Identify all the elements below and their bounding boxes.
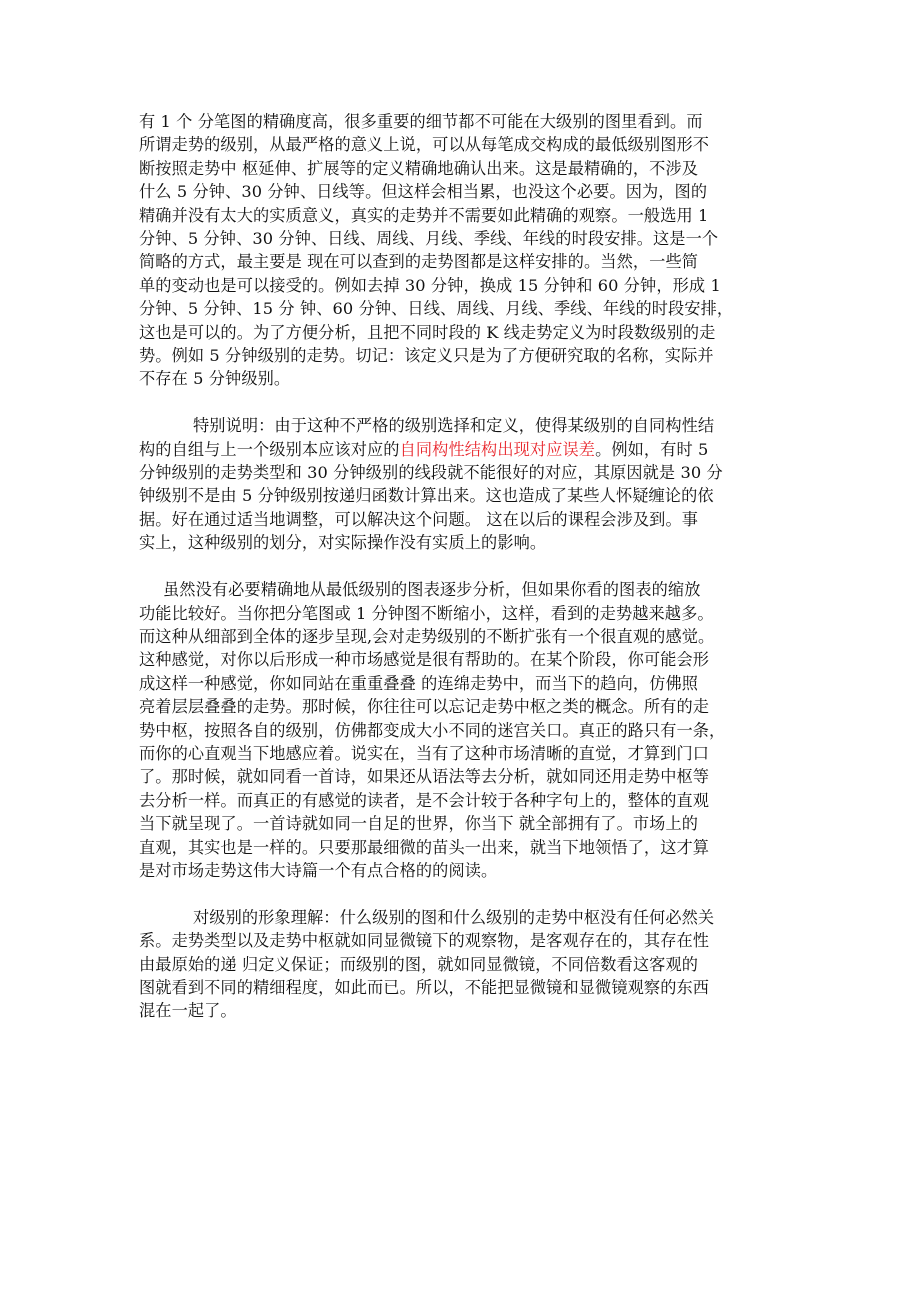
text-line: 这也是可以的。为了方便分析，且把不同时段的 K 线走势定义为时段数级别的走	[139, 322, 716, 342]
text-segment: 构的自组与上一个级别本应该对应的	[139, 439, 400, 459]
text-line: 钟级别不是由 5 分钟级别按递归函数计算出来。这也造成了某些人怀疑缠论的依	[139, 486, 714, 506]
text-segment: 。例如，有时 5	[595, 439, 709, 459]
paragraph-gap	[139, 555, 787, 578]
text-line: 由最原始的递 归定义保证；而级别的图，就如同显微镜，不同倍数看这客观的	[139, 954, 699, 974]
paragraph-4	[139, 906, 787, 1023]
text-line	[139, 438, 787, 461]
text-line: 混在一起了。	[139, 1001, 237, 1021]
paragraph-gap	[139, 391, 787, 414]
text-line: 精确并没有太大的实质意义，真实的走势并不需要如此精确的观察。一般选用 1	[139, 205, 709, 225]
text-line: 亮着层层叠叠的走势。那时候，你往往可以忘记走势中枢之类的概念。所有的走	[139, 697, 710, 717]
text-line: 当下就呈现了。一首诗就如同一自足的世界，你当下 就全部拥有了。市场上的	[139, 814, 699, 834]
text-line: 有 1 个 分笔图的精确度高，很多重要的细节都不可能在大级别的图里看到。而	[139, 112, 703, 131]
text-line: 了。那时候，就如同看一首诗，如果还从语法等去分析，就如同还用走势中枢等	[139, 767, 710, 787]
text-line: 不存在 5 分钟级别。	[139, 369, 291, 389]
paragraph-gap	[139, 882, 787, 905]
text-line: 单的变动也是可以接受的。例如去掉 30 分钟，换成 15 分钟和 60 分钟，形成 1	[139, 275, 721, 295]
text-line: 系。走势类型以及走势中枢就如同显微镜下的观察物，是客观存在的，其存在性	[139, 931, 710, 951]
text-line: 据。好在通过适当地调整，可以解决这个问题。 这在以后的课程会涉及到。事	[139, 509, 699, 529]
text-line: 图就看到不同的精细程度，如此而已。所以，不能把显微镜和显微镜观察的东西	[139, 977, 710, 997]
text-line: 特别说明：由于这种不严格的级别选择和定义，使得某级别的自同构性结	[193, 416, 715, 436]
text-line: 成这样一种感觉，你如同站在重重叠叠 的连绵走势中，而当下的趋向，仿佛照	[139, 673, 699, 693]
document-page	[139, 110, 787, 1023]
paragraph-2	[139, 414, 787, 554]
text-line: 而这种从细部到全体的逐步呈现,会对走势级别的不断扩张有一个很直观的感觉。	[139, 626, 715, 646]
highlighted-text: 自同构性结构出现对应误差	[399, 439, 596, 459]
text-line: 虽然没有必要精确地从最低级别的图表逐步分析，但如果你看的图表的缩放	[163, 580, 701, 600]
text-line: 什么 5 分钟、30 分钟、日线等。但这样会相当累，也没这个必要。因为，图的	[139, 182, 708, 202]
text-line: 直观，其实也是一样的。只要那最细微的苗头一出来，就当下地领悟了，这才算	[139, 837, 710, 857]
text-line: 势。例如 5 分钟级别的走势。切记：该定义只是为了方便研究取的名称，实际并	[139, 346, 714, 366]
text-line: 而你的心直观当下地感应着。说实在，当有了这种市场清晰的直觉，才算到门口	[139, 743, 710, 763]
text-line: 简略的方式，最主要是 现在可以查到的走势图都是这样安排的。当然，一些简	[139, 252, 699, 272]
paragraph-3	[139, 578, 787, 882]
text-line: 这种感觉，对你以后形成一种市场感觉是很有帮助的。在某个阶段，你可能会形	[139, 650, 710, 670]
text-line: 去分析一样。而真正的有感觉的读者，是不会计较于各种字句上的，整体的直观	[139, 790, 710, 810]
text-line: 分钟、5 分钟、15 分 钟、60 分钟、日线、周线、月线、季线、年线的时段安排，	[139, 299, 734, 319]
text-line: 是对市场走势这伟大诗篇一个有点合格的的阅读。	[139, 860, 498, 880]
text-line: 势中枢，按照各自的级别，仿佛都变成大小不同的迷宫关口。真正的路只有一条，	[139, 720, 726, 740]
text-line: 对级别的形象理解：什么级别的图和什么级别的走势中枢没有任何必然关	[193, 907, 715, 927]
paragraph-1	[139, 110, 787, 391]
text-line: 所谓走势的级别，从最严格的意义上说，可以从每笔成交构成的最低级别图形不	[139, 135, 710, 155]
text-line: 断按照走势中 枢延伸、扩展等的定义精确地确认出来。这是最精确的，不涉及	[139, 158, 699, 178]
text-line: 实上，这种级别的划分，对实际操作没有实质上的影响。	[139, 533, 547, 553]
text-line: 分钟级别的走势类型和 30 分钟级别的线段就不能很好的对应，其原因就是 30 分	[139, 463, 723, 483]
text-line: 功能比较好。当你把分笔图或 1 分钟图不断缩小，这样，看到的走势越来越多。	[139, 603, 714, 623]
text-line: 分钟、5 分钟、30 分钟、日线、周线、月线、季线、年线的时段安排。这是一个	[139, 229, 719, 249]
